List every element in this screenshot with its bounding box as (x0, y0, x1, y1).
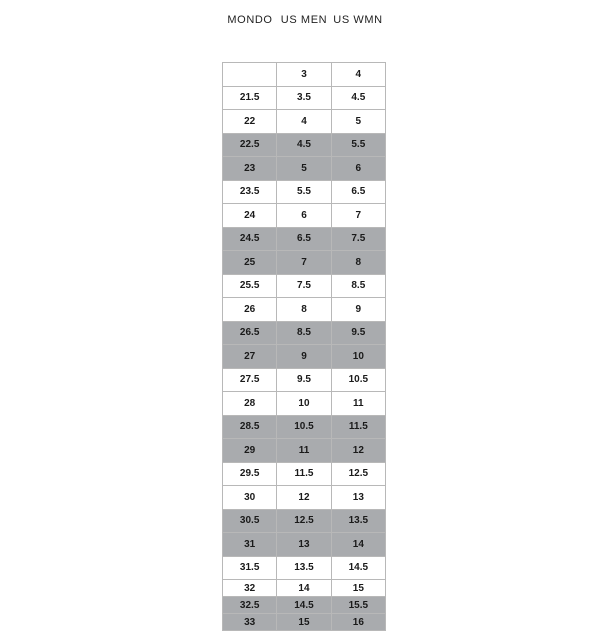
cell-mondo: 24.5 (223, 227, 277, 251)
table-row (223, 462, 386, 486)
table-row (223, 321, 386, 345)
cell-mondo: 29 (223, 439, 277, 463)
cell-us-men: 9 (277, 345, 331, 369)
cell-mondo: 28 (223, 392, 277, 416)
cell-us-wmn: 4 (331, 63, 385, 87)
cell-us-wmn: 13.5 (331, 509, 385, 533)
table-row (223, 556, 386, 580)
cell-us-wmn: 14.5 (331, 556, 385, 580)
table-row (223, 415, 386, 439)
cell-us-wmn: 15 (331, 580, 385, 597)
cell-mondo: 30 (223, 486, 277, 510)
cell-us-wmn: 11.5 (331, 415, 385, 439)
table-row (223, 368, 386, 392)
cell-mondo: 33 (223, 614, 277, 631)
cell-us-men: 4 (277, 110, 331, 134)
cell-mondo: 29.5 (223, 462, 277, 486)
table-row (223, 298, 386, 322)
table-row (223, 63, 386, 87)
cell-us-men: 10.5 (277, 415, 331, 439)
cell-mondo: 26.5 (223, 321, 277, 345)
cell-us-men: 15 (277, 614, 331, 631)
table-row (223, 251, 386, 275)
cell-mondo: 31 (223, 533, 277, 557)
header-us-wmn: US WMN (333, 14, 383, 26)
size-chart-table (222, 62, 386, 631)
table-row (223, 533, 386, 557)
cell-us-wmn: 6 (331, 157, 385, 181)
table-row (223, 180, 386, 204)
cell-us-men: 4.5 (277, 133, 331, 157)
header-mondo: MONDO (227, 14, 273, 26)
table-row (223, 345, 386, 369)
cell-us-men: 5 (277, 157, 331, 181)
cell-mondo: 27 (223, 345, 277, 369)
cell-us-men: 12.5 (277, 509, 331, 533)
cell-mondo: 30.5 (223, 509, 277, 533)
cell-us-wmn: 12.5 (331, 462, 385, 486)
cell-us-wmn: 8.5 (331, 274, 385, 298)
cell-us-wmn: 5.5 (331, 133, 385, 157)
cell-us-men: 9.5 (277, 368, 331, 392)
cell-us-wmn: 10 (331, 345, 385, 369)
cell-mondo: 23 (223, 157, 277, 181)
cell-us-men: 8.5 (277, 321, 331, 345)
cell-mondo: 27.5 (223, 368, 277, 392)
cell-us-men: 14 (277, 580, 331, 597)
cell-mondo: 28.5 (223, 415, 277, 439)
cell-us-men: 11 (277, 439, 331, 463)
cell-us-wmn: 7 (331, 204, 385, 228)
table-row (223, 392, 386, 416)
cell-us-wmn: 9 (331, 298, 385, 322)
table-row (223, 597, 386, 614)
cell-mondo: 22 (223, 110, 277, 134)
cell-us-men: 7 (277, 251, 331, 275)
column-headers (0, 12, 608, 28)
cell-mondo (223, 63, 277, 87)
cell-mondo: 32.5 (223, 597, 277, 614)
cell-mondo: 32 (223, 580, 277, 597)
table-row (223, 439, 386, 463)
cell-us-wmn: 12 (331, 439, 385, 463)
cell-us-men: 6 (277, 204, 331, 228)
cell-us-men: 14.5 (277, 597, 331, 614)
cell-us-men: 3 (277, 63, 331, 87)
table-row (223, 580, 386, 597)
cell-us-wmn: 7.5 (331, 227, 385, 251)
cell-us-men: 10 (277, 392, 331, 416)
cell-us-men: 3.5 (277, 86, 331, 110)
cell-us-men: 6.5 (277, 227, 331, 251)
cell-us-wmn: 15.5 (331, 597, 385, 614)
cell-us-wmn: 8 (331, 251, 385, 275)
cell-mondo: 21.5 (223, 86, 277, 110)
cell-us-wmn: 13 (331, 486, 385, 510)
cell-us-wmn: 16 (331, 614, 385, 631)
cell-us-wmn: 9.5 (331, 321, 385, 345)
cell-us-wmn: 14 (331, 533, 385, 557)
table-row (223, 133, 386, 157)
cell-us-men: 8 (277, 298, 331, 322)
cell-mondo: 23.5 (223, 180, 277, 204)
table-row (223, 274, 386, 298)
size-chart-body (223, 63, 386, 631)
table-row (223, 86, 386, 110)
table-row (223, 204, 386, 228)
header-us-men: US MEN (280, 14, 328, 26)
table-row (223, 614, 386, 631)
cell-us-men: 12 (277, 486, 331, 510)
cell-mondo: 24 (223, 204, 277, 228)
cell-mondo: 31.5 (223, 556, 277, 580)
cell-us-men: 11.5 (277, 462, 331, 486)
cell-us-men: 13.5 (277, 556, 331, 580)
cell-us-wmn: 5 (331, 110, 385, 134)
table-row (223, 486, 386, 510)
cell-us-men: 5.5 (277, 180, 331, 204)
table-row (223, 157, 386, 181)
cell-mondo: 25 (223, 251, 277, 275)
table-row (223, 110, 386, 134)
table-row (223, 227, 386, 251)
cell-us-men: 13 (277, 533, 331, 557)
cell-mondo: 25.5 (223, 274, 277, 298)
cell-mondo: 26 (223, 298, 277, 322)
cell-mondo: 22.5 (223, 133, 277, 157)
cell-us-wmn: 4.5 (331, 86, 385, 110)
cell-us-wmn: 6.5 (331, 180, 385, 204)
cell-us-wmn: 10.5 (331, 368, 385, 392)
cell-us-men: 7.5 (277, 274, 331, 298)
cell-us-wmn: 11 (331, 392, 385, 416)
table-row (223, 509, 386, 533)
